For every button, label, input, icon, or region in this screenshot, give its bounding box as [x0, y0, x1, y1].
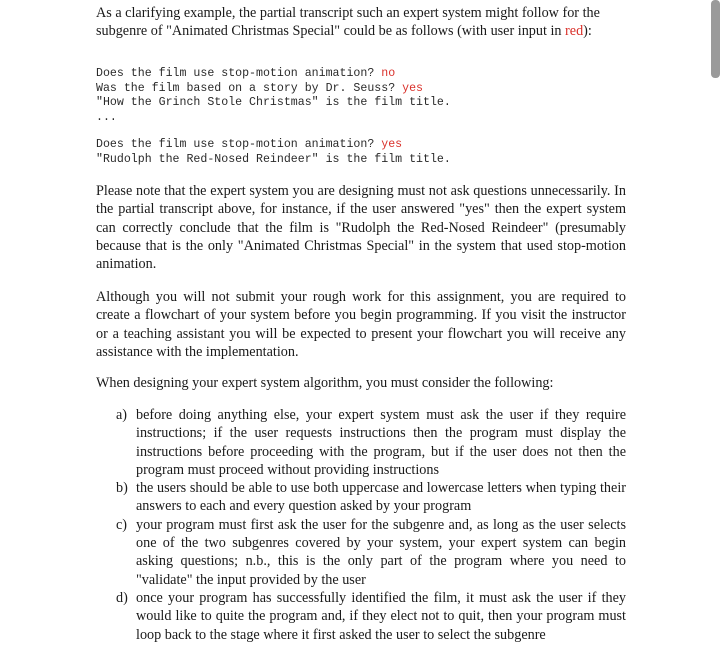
- intro-text-end: ):: [583, 23, 592, 40]
- list-marker: c): [116, 516, 128, 533]
- list-item: [116, 589, 626, 644]
- paragraph-considerations: When designing your expert system algorithm, you must consider the following:: [96, 375, 554, 391]
- paragraph-unnecessary-questions: Please note that the expert system you are designing must not ask questions unnecessarily. In the partial transcript above, for instance, if the user answered "yes" then the expert system can correctly conclude that the film is "Rudolph the Red-Nosed Reindeer" (presumably because that is the only "Animated Christmas Special" in the system that used stop-motion animation.: [96, 183, 626, 273]
- list-marker: d): [116, 589, 128, 606]
- list-item: [116, 516, 626, 589]
- user-answer: yes: [402, 81, 423, 95]
- transcript-example-2: [96, 138, 451, 167]
- list-item-text: once your program has successfully identified the film, it must ask the user if they would like to quite the program and, if they elect not to quit, then your program must loop back to the stage where it first asked the user to select the subgenre: [136, 589, 626, 643]
- user-answer: no: [381, 67, 396, 80]
- transcript-result: "How the Grinch Stole Christmas" is the film title.: [96, 96, 451, 110]
- paragraph-flowchart: Although you will not submit your rough work for this assignment, you are required to create a flowchart of your system before you begin programming. If you visit the instructor or a teaching assistant you will be expected to present your flowchart you will receive any assistance with the implementation.: [96, 289, 626, 360]
- transcript-question: Does the film use stop-motion animation?: [96, 138, 382, 151]
- intro-red-word: red: [565, 23, 584, 40]
- scrollbar-thumb[interactable]: [711, 0, 720, 78]
- transcript-example-1: [96, 67, 451, 125]
- transcript-result: "Rudolph the Red-Nosed Reindeer" is the film title.: [96, 152, 451, 166]
- list-marker: b): [116, 480, 128, 497]
- transcript-line: [96, 67, 451, 82]
- transcript-question: Does the film use stop-motion animation?: [96, 67, 382, 80]
- list-item-text: your program must first ask the user for the subgenre and, as long as the user selects one of the two subgenres covered by your system, your expert system can begin asking questions; n.b., this is the only part of the program where you need to "validate" the input provided by the user: [136, 516, 626, 588]
- transcript-line: [96, 138, 451, 153]
- intro-text: As a clarifying example, the partial transcript such an expert system might follow for the subgenre of "Animated Christmas Special" could be as follows (with user input in: [96, 5, 600, 40]
- list-item-text: before doing anything else, your expert system must ask the user if they require instructions; if the user requests instructions then the program must display the instructions before proceeding with the program, but if the user does not then the program must proceed without providing instructions: [136, 407, 626, 478]
- transcript-question: Was the film based on a story by Dr. Seuss?: [96, 81, 403, 95]
- list-marker: a): [116, 407, 128, 423]
- intro-paragraph: [96, 4, 628, 41]
- transcript-ellipsis: ...: [96, 110, 117, 124]
- requirements-list: [116, 406, 626, 644]
- list-item: [116, 406, 626, 479]
- user-answer: yes: [381, 138, 403, 151]
- list-item: [116, 479, 626, 516]
- list-item-text: the users should be able to use both uppercase and lowercase letters when typing their answers to each and every question asked by your program: [136, 480, 626, 515]
- transcript-line: [96, 82, 451, 97]
